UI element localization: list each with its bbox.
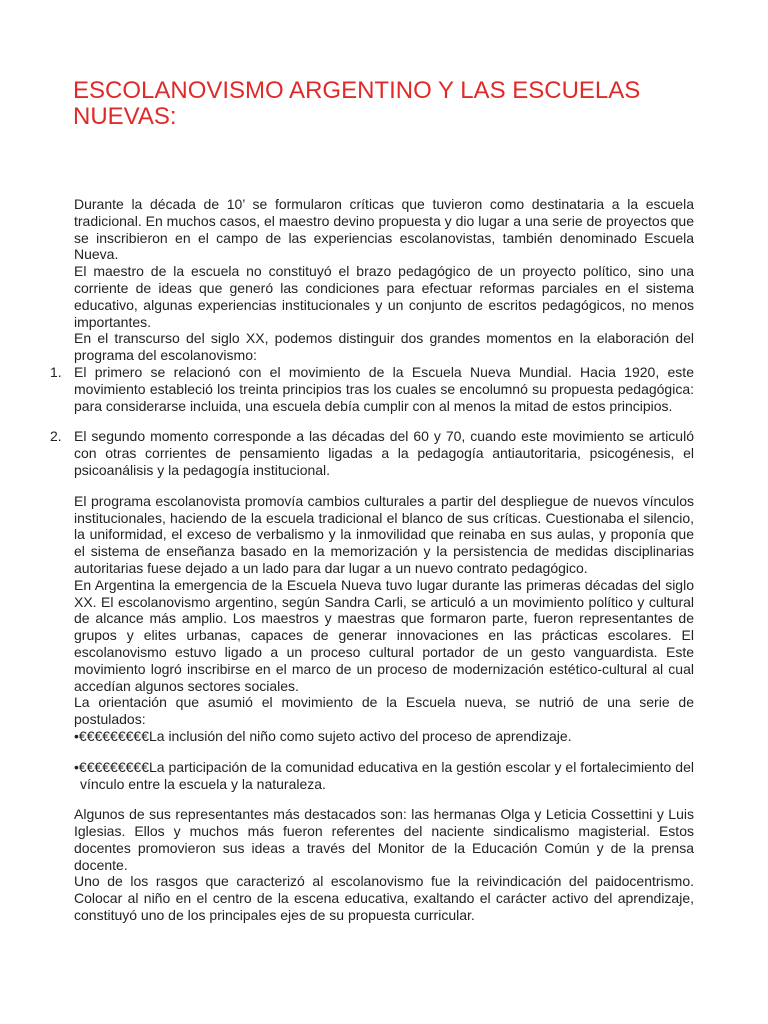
paragraph-4: El programa escolanovista promovía cambios culturales a partir del despliegue de nuevos vínculos institucionales, haciendo de la escuela tradicional el blanco de sus críticas. Cuestionaba el silencio, la uniformidad, el exceso de verbalismo y la inmovilidad que reinaba en sus aulas, y proponía que el sistema de enseñanza basado en la memorización y la persistencia de medidas disciplinarias autoritarias fuese dejado a un lado para dar lugar a un nuevo contrato pedagógico. [74,492,694,576]
paragraph-1: Durante la década de 10’ se formularon críticas que tuvieron como destinataria a la escuela tradicional. En muchos casos, el maestro devino propuesta y dio lugar a una serie de proyectos que se inscribieron en el campo de las experiencias escolanovistas, también denominado Escuela Nueva. [74,196,694,263]
numbered-item-2 [0,428,694,478]
bullet-item-1 [0,728,694,745]
document-body [0,196,768,924]
list-item-text: El segundo momento corresponde a las décadas del 60 y 70, cuando este movimiento se articuló con otras corrientes de pensamiento ligadas a la pedagogía antiautoritaria, psicogénesis, el psicoanálisis y la pedagogía institucional. [74,428,694,478]
list-item-text: El primero se relacionó con el movimiento de la Escuela Nueva Mundial. Hacia 1920, este movimiento estableció los treinta principios tras los cuales se encolumnó su propuesta pedagógica: para considerarse incluida, una escuela debía cumplir con al menos la mitad de estos principios. [74,363,694,414]
paragraph-5: En Argentina la emergencia de la Escuela Nueva tuvo lugar durante las primeras décadas del siglo XX. El escolanovismo argentino, según Sandra Carli, se articuló a un movimiento político y cultural de alcance más amplio. Los maestros y maestras que formaron parte, fueron representantes de grupos y elites urbanas, capaces de generar innovaciones en las prácticas escolares. El escolanovismo estuvo ligado a un proceso cultural portador de un gesto vanguardista. Este movimiento logró inscribirse en el marco de un proceso de modernización estético-cultural al cual accedían algunos sectores sociales. [74,576,694,694]
paragraph-2: El maestro de la escuela no constituyó el brazo pedagógico de un proyecto político, sino una corriente de ideas que generó las condiciones para efectuar reformas parciales en el sistema educativo, algunas experiencias institucionales y un conjunto de escritos pedagógicos, no menos importantes. [74,263,694,330]
bullet-item-2 [0,759,694,793]
bullet-text: La inclusión del niño como sujeto activo del proceso de aprendizaje. [148,727,572,744]
numbered-item-1 [0,364,694,414]
paragraph-6: La orientación que asumió el movimiento de la Escuela nueva, se nutrió de una serie de postulados: [74,694,694,728]
list-number: 2. [50,428,62,445]
paragraph-7: Algunos de sus representantes más destacados son: las hermanas Olga y Leticia Cossettini y Luis Iglesias. Ellos y muchos más fueron referentes del naciente sindicalismo magisterial. Estos docentes promovieron sus ideas a través del Monitor de la Educación Común y de la prensa docente. [74,806,694,873]
bullet-prefix: •€€€€€€€€€ [74,758,149,775]
bullet-text: La participación de la comunidad educativa en la gestión escolar y el fortalecimiento del vínculo entre la escuela y la naturaleza. [80,758,694,792]
paragraph-3: En el transcurso del siglo XX, podemos distinguir dos grandes momentos en la elaboración del programa del escolanovismo: [74,330,694,364]
list-number: 1. [50,363,62,380]
document-title: ESCOLANOVISMO ARGENTINO Y LAS ESCUELAS NUEVAS: [73,77,641,130]
paragraph-8: Uno de los rasgos que caracterizó al escolanovismo fue la reivindicación del paidocentrismo. Colocar al niño en el centro de la escena educativa, exaltando el carácter activo del aprendizaje, constituyó uno de los principales ejes de su propuesta curricular. [74,873,694,924]
bullet-prefix: •€€€€€€€€€ [74,727,149,744]
